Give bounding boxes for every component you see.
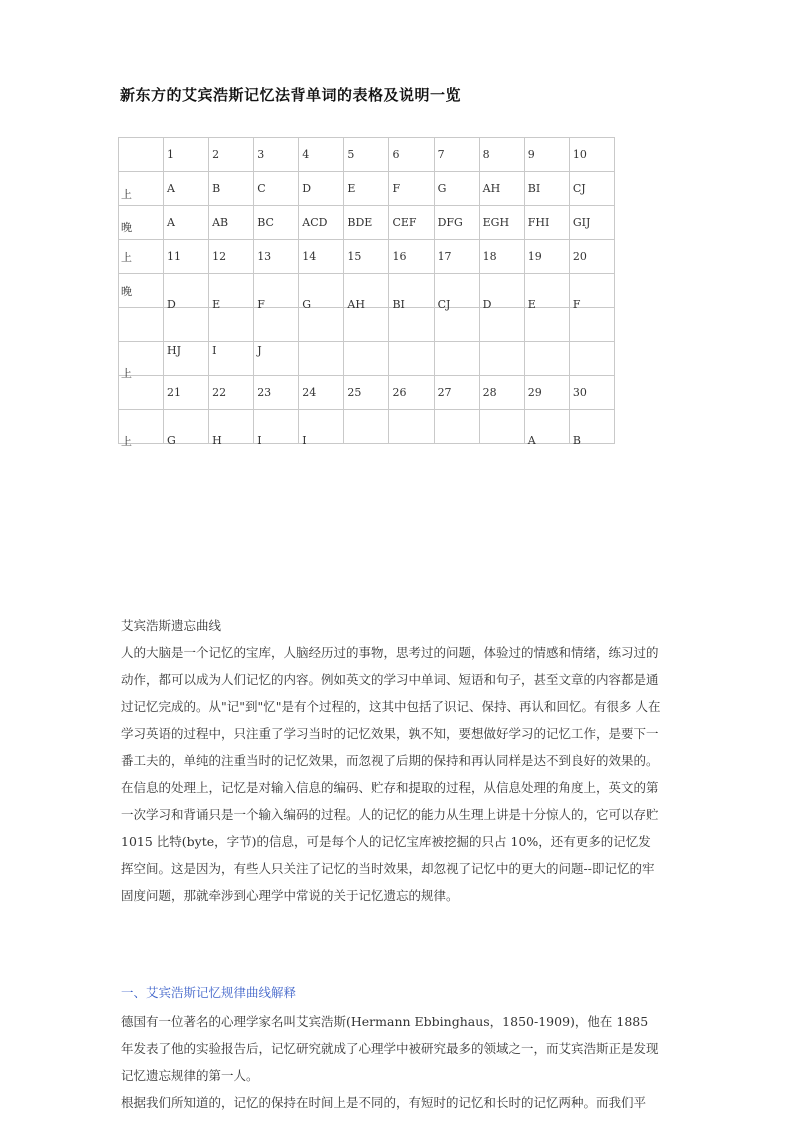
table-cell [569,172,614,206]
table-cell [209,240,254,274]
table-cell [479,138,524,172]
table-cell [479,172,524,206]
cell-text: A [527,434,536,447]
cell-text: 9 [527,148,535,161]
table-cell [389,138,434,172]
table-cell [434,206,479,240]
row-label [119,240,164,274]
table-cell [344,206,389,240]
table-cell [209,274,254,311]
cell-text: H [212,434,222,447]
row-label-bottom: 晚 [121,221,132,234]
table-cell [254,206,299,240]
cell-text: F [572,298,581,311]
cell-text: E [212,298,221,311]
table-cell [299,410,344,447]
cell-text: E [347,182,356,195]
cell-text: 13 [257,250,272,263]
cell-text: G [167,434,176,447]
table-cell [164,240,209,274]
cell-text: 28 [482,386,497,399]
table-cell [299,342,344,376]
table-row [119,240,615,274]
cell-text: AB [212,216,229,229]
table-cell [164,376,209,410]
table-cell [569,240,614,274]
paragraph: 根据我们所知道的，记忆的保持在时间上是不同的，有短时的记忆和长时的记忆两种。而我们平 [121,1095,647,1110]
table-cell [254,308,299,342]
paragraph: 人的大脑是一个记忆的宝库，人脑经历过的事物，思考过的问题，体验过的情感和情绪，练习过的动作，都可以成为人们记忆的内容。例如英文的学习中单词、短语和句子，甚至文章的内容都是通过记忆完成的。从"记"到"忆"是有个过程的，这其中包括了识记、保持、再认和回忆。有很多 人在学习英语的过程中，只注重了学习当时的记忆效果，孰不知，要想做好学习的记忆工作，是要下一番工夫的，单纯的注重当时的记忆效果，而忽视了后期的保持和再认同样是达不到良好的效果的。 [121,645,661,768]
table-cell [524,206,569,240]
cell-text: 3 [257,148,265,161]
paragraph: 在信息的处理上，记忆是对输入信息的编码、贮存和提取的过程，从信息处理的角度上，英文的第一次学习和背诵只是一个输入编码的过程。人的记忆的能力从生理上讲是十分惊人的，它可以存贮 1015 比特(byte，字节)的信息，可是每个人的记忆宝库被挖掘的只占 10%，还有更多的记忆发挥空间。这是因为，有些人只关注了记忆的当时效果，却忽视了记忆中的更大的问题--即记忆的牢固度问题，那就牵涉到心理学中常说的关于记忆遗忘的规律。 [121,780,659,903]
row-label-text: 上 [121,434,132,448]
section-heading: 艾宾浩斯遗忘曲线 [121,618,222,633]
table-cell [209,138,254,172]
cell-text: 21 [167,386,181,399]
table-cell [209,172,254,206]
cell-text: G [302,298,312,311]
table-cell [479,308,524,342]
table-cell [389,342,434,376]
cell-text: D [167,298,176,311]
table-row [119,138,615,172]
cell-text: 25 [347,386,362,399]
table-row [119,274,615,308]
table-cell [299,172,344,206]
cell-text: 22 [212,386,227,399]
table-cell [389,206,434,240]
cell-text: GIJ [572,216,591,229]
cell-text: CJ [437,298,451,311]
cell-text: B [572,434,581,447]
cell-text: I [257,434,262,447]
table-row [119,410,615,444]
table-cell [254,342,299,376]
table-cell [209,308,254,342]
table-cell [254,138,299,172]
table-cell [524,138,569,172]
table-cell [389,376,434,410]
cell-text: 10 [572,148,587,161]
table-cell [344,172,389,206]
cell-text: 27 [437,386,452,399]
table-cell [569,308,614,342]
cell-text: BI [527,182,541,195]
cell-text: D [482,298,492,311]
row-label-text: 上 [121,250,132,264]
cell-text: I [212,344,217,357]
table-cell [524,342,569,376]
table-cell [479,274,524,311]
cell-text: 14 [302,250,317,263]
row-label-text: 上 [121,366,132,380]
table-cell [569,376,614,410]
table-cell [344,274,389,311]
table-cell [389,308,434,342]
row-label [119,206,164,240]
cell-text: F [257,298,265,311]
row-label-text: 晚 [121,284,132,298]
cell-text: F [392,182,401,195]
page-title: 新东方的艾宾浩斯记忆法背单词的表格及说明一览 [120,86,462,104]
cell-text: 20 [572,250,587,263]
cell-text: AH [347,298,365,311]
table-cell [569,274,614,311]
table-cell [254,240,299,274]
table-cell [209,206,254,240]
section-link-heading[interactable]: 一、艾宾浩斯记忆规律曲线解释 [121,985,297,1000]
table-cell [434,274,479,311]
table-cell [209,342,254,376]
table-cell [254,376,299,410]
table-cell [479,342,524,376]
table-cell [254,274,299,311]
row-label [119,376,164,410]
cell-text: G [437,182,447,195]
cell-text: 29 [527,386,542,399]
table-cell [164,274,209,311]
cell-text: BDE [347,216,373,229]
table-cell [299,206,344,240]
table-cell [254,410,299,447]
cell-text: AH [482,182,501,195]
cell-text: EGH [482,216,510,229]
table-cell [389,274,434,311]
table-cell [254,172,299,206]
row-label [119,308,164,342]
cell-text: 23 [257,386,272,399]
row-label [119,138,164,172]
table-cell [569,206,614,240]
cell-text: 30 [572,386,587,399]
cell-text: 1 [167,148,174,161]
table-cell [434,376,479,410]
schedule-table-wrapper [118,137,615,473]
table-cell [524,410,569,447]
table-cell [434,342,479,376]
row-label [119,172,164,234]
table-cell [524,274,569,311]
table-row [119,308,615,342]
cell-text: 19 [527,250,542,263]
cell-text: 24 [302,386,317,399]
cell-text: 12 [212,250,227,263]
cell-text: 4 [302,148,310,161]
table-cell [524,172,569,206]
cell-text: FHI [527,216,550,229]
table-row [119,172,615,206]
row-label [119,274,164,308]
table-row [119,206,615,240]
table-cell [299,308,344,342]
table-cell [479,410,524,444]
table-cell [164,342,209,376]
table-cell [299,274,344,311]
table-cell [569,342,614,376]
cell-text: E [527,298,536,311]
table-cell [389,410,434,444]
table-cell [479,206,524,240]
cell-text: ACD [302,216,328,229]
cell-text: BI [392,298,405,311]
table-cell [524,308,569,342]
cell-text: 15 [347,250,362,263]
table-cell [434,240,479,274]
cell-text: BC [257,216,274,229]
table-cell [209,376,254,410]
table-cell [164,138,209,172]
cell-text: 11 [167,250,181,263]
schedule-table [118,137,615,448]
cell-text: CEF [392,216,417,229]
row-label [119,342,164,380]
cell-text: B [212,182,221,195]
table-cell [569,410,614,447]
cell-text: 8 [482,148,490,161]
cell-text: 6 [392,148,400,161]
cell-text: 7 [437,148,445,161]
cell-text: CJ [572,182,586,195]
table-cell [164,172,209,206]
cell-text: A [167,216,175,229]
table-cell [344,138,389,172]
cell-text: HJ [167,344,182,357]
table-cell [164,308,209,342]
cell-text: D [302,182,312,195]
cell-text: 16 [392,250,407,263]
section-forgetting-curve [121,612,661,909]
row-label-top: 上 [121,188,132,201]
table-cell [164,206,209,240]
cell-text: DFG [437,216,463,229]
table-cell [344,410,389,444]
table-cell [299,376,344,410]
table-cell [344,240,389,274]
table-cell [524,376,569,410]
table-cell [299,138,344,172]
table-row [119,342,615,376]
cell-text: 2 [212,148,220,161]
table-cell [344,342,389,376]
table-cell [344,308,389,342]
table-cell [209,410,254,447]
cell-text: 17 [437,250,452,263]
cell-text: 5 [347,148,355,161]
table-cell [434,138,479,172]
cell-text: I [302,434,307,447]
table-cell [344,376,389,410]
table-cell [569,138,614,172]
table-cell [434,410,479,444]
section-ebbinghaus [121,1008,661,1116]
table-cell [479,376,524,410]
table-cell [434,172,479,206]
cell-text: C [257,182,266,195]
table-cell [434,308,479,342]
table-cell [524,240,569,274]
cell-text: 26 [392,386,407,399]
table-cell [389,172,434,206]
cell-text: J [257,344,262,357]
cell-text: 18 [482,250,497,263]
cell-text: A [167,182,175,195]
table-cell [389,240,434,274]
table-cell [479,240,524,274]
paragraph: 德国有一位著名的心理学家名叫艾宾浩斯(Hermann Ebbinghaus，1850-1909)，他在 1885 年发表了他的实验报告后，记忆研究就成了心理学中被研究最多的领域之一，而艾宾浩斯正是发现记忆遗忘规律的第一人。 [121,1014,659,1083]
row-label [119,410,164,448]
table-cell [299,240,344,274]
table-row [119,376,615,410]
table-cell [164,410,209,447]
